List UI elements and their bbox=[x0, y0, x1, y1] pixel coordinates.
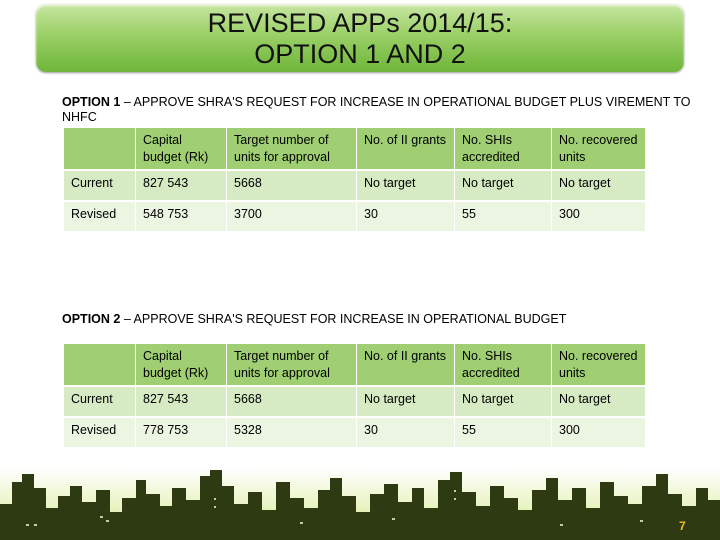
table-row bbox=[64, 201, 646, 231]
option2-text: – APPROVE SHRA'S REQUEST FOR INCREASE IN OPERATIONAL BUDGET bbox=[120, 312, 567, 326]
page-number: 7 bbox=[679, 519, 686, 533]
option1-table bbox=[64, 128, 646, 231]
table-cell: 5668 bbox=[227, 170, 357, 201]
table-cell: 300 bbox=[552, 201, 646, 231]
table-cell: 827 543 bbox=[136, 170, 227, 201]
table-row bbox=[64, 170, 646, 201]
title-line-1: REVISED APPs 2014/15: bbox=[207, 8, 513, 38]
table-cell: 5668 bbox=[227, 386, 357, 417]
city-skyline-illustration bbox=[0, 468, 720, 540]
table-cell: Current bbox=[64, 170, 136, 201]
header-cell: Capital budget (Rk) bbox=[136, 344, 227, 386]
table-cell: 3700 bbox=[227, 201, 357, 231]
table-cell: 55 bbox=[455, 417, 552, 447]
header-cell: No. SHIs accredited bbox=[455, 128, 552, 170]
option2-table bbox=[64, 344, 646, 447]
table-cell: 778 753 bbox=[136, 417, 227, 447]
table-header-row bbox=[64, 128, 646, 170]
header-cell bbox=[64, 128, 136, 170]
table-row bbox=[64, 417, 646, 447]
slide-title bbox=[36, 4, 684, 72]
table-cell: 30 bbox=[357, 417, 455, 447]
table-cell: No target bbox=[552, 170, 646, 201]
option2-label: OPTION 2 bbox=[62, 312, 121, 326]
header-cell: Target number of units for approval bbox=[227, 128, 357, 170]
header-cell: Target number of units for approval bbox=[227, 344, 357, 386]
table-cell: No target bbox=[357, 170, 455, 201]
table-cell: No target bbox=[357, 386, 455, 417]
header-cell: No. recovered units bbox=[552, 344, 646, 386]
table-cell: Revised bbox=[64, 201, 136, 231]
option1-text: – APPROVE SHRA'S REQUEST FOR INCREASE IN OPERATIONAL BUDGET PLUS VIREMENT TO NHFC bbox=[62, 95, 691, 124]
table-cell: 827 543 bbox=[136, 386, 227, 417]
table-cell: Revised bbox=[64, 417, 136, 447]
option2-heading bbox=[62, 312, 702, 327]
header-cell: No. SHIs accredited bbox=[455, 344, 552, 386]
table-cell: Current bbox=[64, 386, 136, 417]
table-cell: 548 753 bbox=[136, 201, 227, 231]
header-cell bbox=[64, 344, 136, 386]
option1-label: OPTION 1 bbox=[62, 95, 121, 109]
table-cell: 5328 bbox=[227, 417, 357, 447]
table-cell: 30 bbox=[357, 201, 455, 231]
table-row bbox=[64, 386, 646, 417]
header-cell: Capital budget (Rk) bbox=[136, 128, 227, 170]
table-cell: 300 bbox=[552, 417, 646, 447]
header-cell: No. of II grants bbox=[357, 128, 455, 170]
header-cell: No. of II grants bbox=[357, 344, 455, 386]
table-cell: 55 bbox=[455, 201, 552, 231]
table-header-row bbox=[64, 344, 646, 386]
header-cell: No. recovered units bbox=[552, 128, 646, 170]
option1-heading bbox=[62, 95, 702, 125]
title-line-2: OPTION 1 AND 2 bbox=[254, 39, 466, 69]
table-cell: No target bbox=[455, 386, 552, 417]
table-cell: No target bbox=[552, 386, 646, 417]
table-cell: No target bbox=[455, 170, 552, 201]
